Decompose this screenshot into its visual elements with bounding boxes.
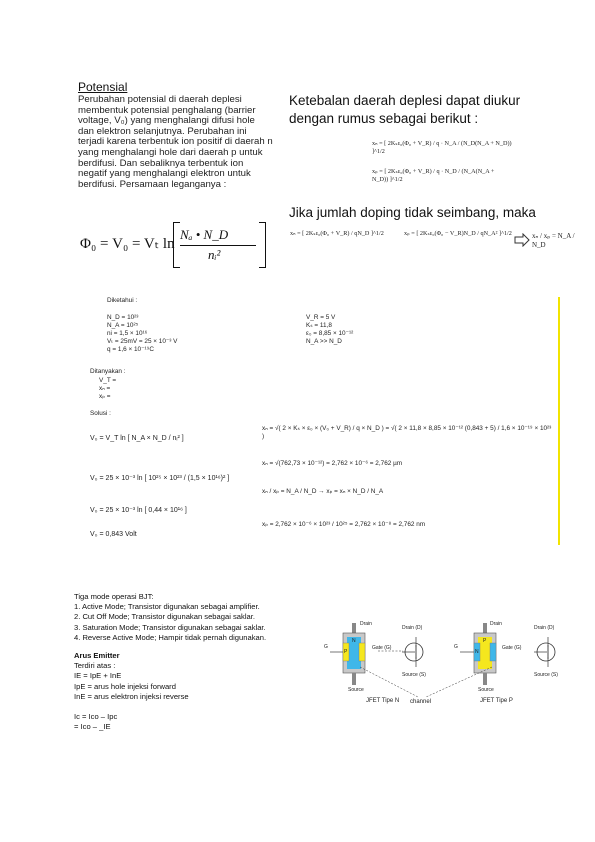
solution-label: Solusi : <box>90 410 111 417</box>
region-label-p: P <box>483 638 487 644</box>
source-label-n: Source <box>348 687 364 693</box>
source-lead <box>352 673 356 685</box>
asked-list <box>99 377 116 401</box>
given-list-left <box>107 314 177 354</box>
given-item: N_A = 10²⁵ <box>107 322 139 329</box>
arus-line: Ic = Ico – Ipc <box>74 712 118 722</box>
bjt-mode: 3. Saturation Mode; Transistor digunakan sebagai saklar. <box>74 622 266 632</box>
channel-label: channel <box>410 699 432 705</box>
bjt-section <box>74 592 266 732</box>
asked-item: xₙ = <box>99 385 111 392</box>
bjt-mode: 4. Reverse Active Mode; Hampir tidak pernah digunakan. <box>74 632 267 642</box>
arus-line: = Ico – _IE <box>74 722 111 732</box>
drain-d-label-p: Drain (D) <box>534 625 555 631</box>
jfet-p-caption: JFET Tipe P <box>480 698 513 704</box>
given-item: ni = 1,5 × 10¹⁶ <box>107 330 148 337</box>
equation-denominator: nᵢ² <box>208 247 221 262</box>
arus-emitter-heading: Arus Emitter <box>74 651 120 661</box>
given-item: ε₀ = 8,85 × 10⁻¹² <box>306 330 354 337</box>
potensial-paragraph: Perubahan potensial di daerah deplesi membentuk potensial penghalang (barrier voltage, V₀) yang menghalangi difusi hole dan elektron selanjutnya. Perubahan ini terjadi karena terbentuk ion positif di daerah n yang menghalangi hole dari daerah p untuk berdifusi. Dan sebaliknya terbentuk ion negatif yang menghalangi elektron untuk berdifusi. Persamaan leganganya : <box>78 94 273 190</box>
jfet-n-caption: JFET Tipe N <box>366 698 400 704</box>
uneven-heading: Jika jumlah doping tidak seimbang, maka <box>289 205 536 220</box>
bracket-right <box>259 222 266 268</box>
drain-lead <box>352 623 356 633</box>
xn-formula: xₙ = [ 2Kₛε₀(Φ₀ + V_R) / q · N_A / (N_D(N_A + N_D)) ]^1/2 <box>372 140 512 155</box>
xp-formula: xₚ = [ 2Kₛε₀(Φ₀ + V_R) / q · N_D / (N_A(N_A + N_D)) ]^1/2 <box>372 168 495 183</box>
given-item: Kₛ = 11,8 <box>306 322 332 329</box>
arus-line: Terdiri atas : <box>74 661 116 671</box>
solution-step: xₙ = √(762,73 × 10⁻¹²) = 2,762 × 10⁻⁶ = 2,762 µm <box>262 460 403 467</box>
given-item: N_D = 10²³ <box>107 314 139 321</box>
jfet-p-device <box>426 623 555 697</box>
gate-left-label-n: G <box>324 644 328 650</box>
given-label: Diketahui : <box>107 297 138 304</box>
asked-item: xₚ = <box>99 393 111 400</box>
source-s-label-n: Source (S) <box>402 672 426 678</box>
region-label-n: N <box>352 638 356 644</box>
bjt-intro: Tiga mode operasi BJT: <box>74 592 154 601</box>
given-item: Vₜ = 25mV = 25 × 10⁻³ V <box>107 338 178 345</box>
jfet-diagram <box>318 615 578 710</box>
drain-label-n: Drain <box>360 621 372 627</box>
drain-d-label-n: Drain (D) <box>402 625 423 631</box>
solution-step: xₚ = 2,762 × 10⁻⁶ × 10²³ / 10²⁵ = 2,762 × 10⁻⁸ = 2,762 nm <box>262 521 426 528</box>
arrow-icon <box>514 233 530 247</box>
solution-result: V₀ = 0,843 Volt <box>90 531 137 538</box>
ratio-formula: xₙ / xₚ = N_A / N_D <box>532 232 575 249</box>
given-item: N_A >> N_D <box>306 338 342 345</box>
uneven-formula-xn: xₙ = [ 2Kₛε₀(Φ₀ + V_R) / qN_D ]^1/2 <box>290 230 384 237</box>
given-item: V_R = 5 V <box>306 314 336 321</box>
uneven-formula-xp: xₚ = [ 2Kₛε₀(Φ₀ − V_R)N_D / qN_A² ]^1/2 <box>404 230 512 237</box>
gate-label-p: Gate (G) <box>502 645 522 651</box>
asked-item: V_T = <box>99 377 117 384</box>
bjt-mode: 1. Active Mode; Transistor digunakan sebagai amplifier. <box>74 602 260 612</box>
given-list-right <box>306 314 353 346</box>
gate-left-label-p: G <box>454 644 458 650</box>
source-label-p: Source <box>478 687 494 693</box>
arus-line: IpE = arus hole injeksi forward <box>74 681 176 691</box>
arus-line: InE = arus elektron injeksi reverse <box>74 691 189 701</box>
jfet-p-gate-right <box>490 643 496 661</box>
source-s-label-p: Source (S) <box>534 672 558 678</box>
asked-label: Ditanyakan : <box>90 368 126 375</box>
jfet-n-gate-right <box>359 643 365 661</box>
drain-label-p: Drain <box>490 621 502 627</box>
equation-lhs: Φ₀ = V₀ = Vₜ ln <box>80 236 175 252</box>
fraction-bar <box>180 245 256 246</box>
solution-step: xₙ = √( 2 × Kₛ × ε₀ × (V₀ + V_R) / q × N_D ) = √( 2 × 11,8 × 8,85 × 10⁻¹² (0,843 + 5) / 1,6 × 10⁻¹⁹ × 10²³ ) <box>262 425 552 440</box>
depletion-heading-1: Ketebalan daerah deplesi dapat diukur <box>289 93 521 108</box>
bracket-left <box>173 222 180 268</box>
arus-line: IE = IpE + InE <box>74 671 122 681</box>
equation-numerator: Nₐ • N_D <box>180 227 229 242</box>
solution-step: V₀ = 25 × 10⁻³ ln [ 0,44 × 10¹⁶ ] <box>90 507 187 514</box>
barrier-equation <box>80 222 270 270</box>
source-lead <box>483 673 487 685</box>
section-title-potensial: Potensial <box>78 80 128 94</box>
jfet-n-device <box>330 623 423 697</box>
region-label-n-left: N <box>475 649 479 655</box>
region-label-p-left: P <box>344 649 348 655</box>
solution-step: xₙ / xₚ = N_A / N_D → xₚ = xₙ × N_D / N_A <box>262 488 384 495</box>
solution-step: V₀ = 25 × 10⁻³ ln [ 10²⁵ × 10²³ / (1,5 × 10¹⁶)² ] <box>90 475 230 482</box>
gate-label-n: Gate (G) <box>372 645 392 651</box>
bjt-mode: 2. Cut Off Mode; Transistor digunakan sebagai saklar. <box>74 612 255 622</box>
highlight-line <box>558 297 560 545</box>
solution-step: V₀ = V_T ln [ N_A × N_D / nᵢ² ] <box>90 435 184 442</box>
drain-lead <box>483 623 487 633</box>
given-item: q = 1,6 × 10⁻¹⁹C <box>107 346 154 353</box>
depletion-heading-2: dengan rumus sebagai berikut : <box>289 111 479 126</box>
